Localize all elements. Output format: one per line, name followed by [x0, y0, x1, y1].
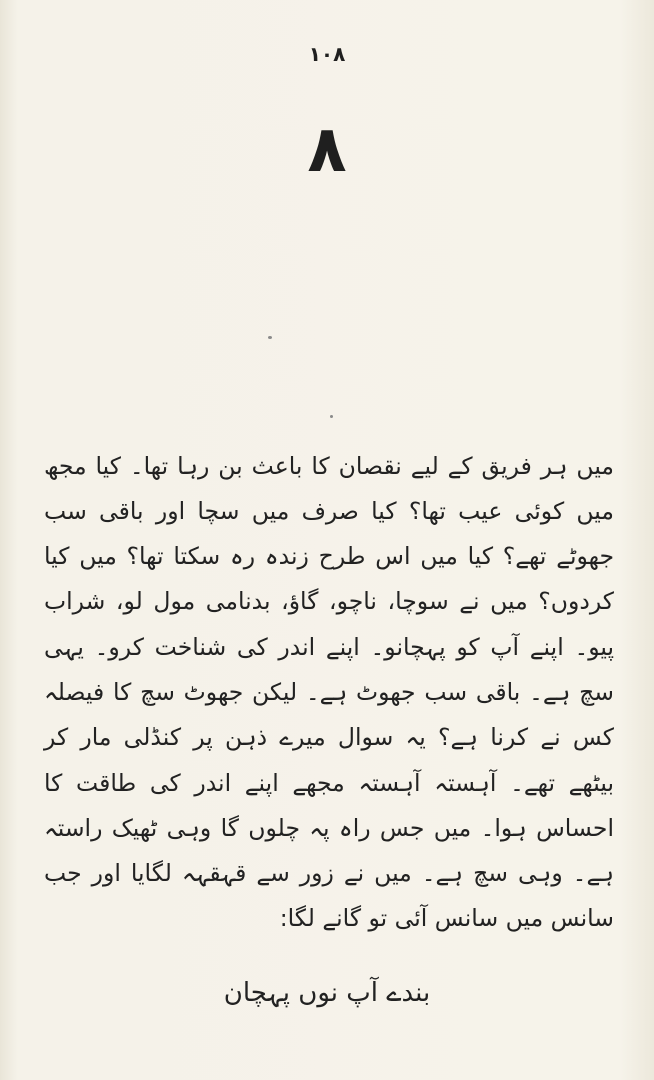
chapter-number: ۸ — [307, 113, 347, 187]
paper-speck — [268, 336, 272, 339]
body-paragraph: میں ہر فریق کے لیے نقصان کا باعث بن رہا تھا۔ کیا مجھ میں کوئی عیب تھا؟ کیا صرف میں سچا اور باقی سب جھوٹے تھے؟ کیا میں اس طرح زندہ رہ سکتا تھا؟ میں کیا کردوں؟ میں نے سوچا، ناچو، گاؤ، بدنامی مول لو، شراب پیو۔ اپنے آپ کو پہچانو۔ اپنے اندر کی شناخت کرو۔ یہی سچ ہے۔ باقی سب جھوٹ ہے۔ لیکن جھوٹ سچ کا فیصلہ کس نے کرنا ہے؟ یہ سوال میرے ذہن پر کنڈلی مار کر بیٹھے تھے۔ آہستہ آہستہ مجھے اپنے اندر کی طاقت کا احساس ہوا۔ میں جس راہ پہ چلوں گا وہی ٹھیک راستہ ہے۔ وہی سچ ہے۔ میں نے زور سے قہقہہ لگایا اور جب سانس میں سانس آئی تو گانے لگا: — [44, 451, 614, 933]
closing-verse: بندے آپ نوں پہچان — [223, 978, 431, 1008]
page-number: ۱۰۸ — [308, 42, 346, 66]
paper-speck — [330, 415, 333, 418]
